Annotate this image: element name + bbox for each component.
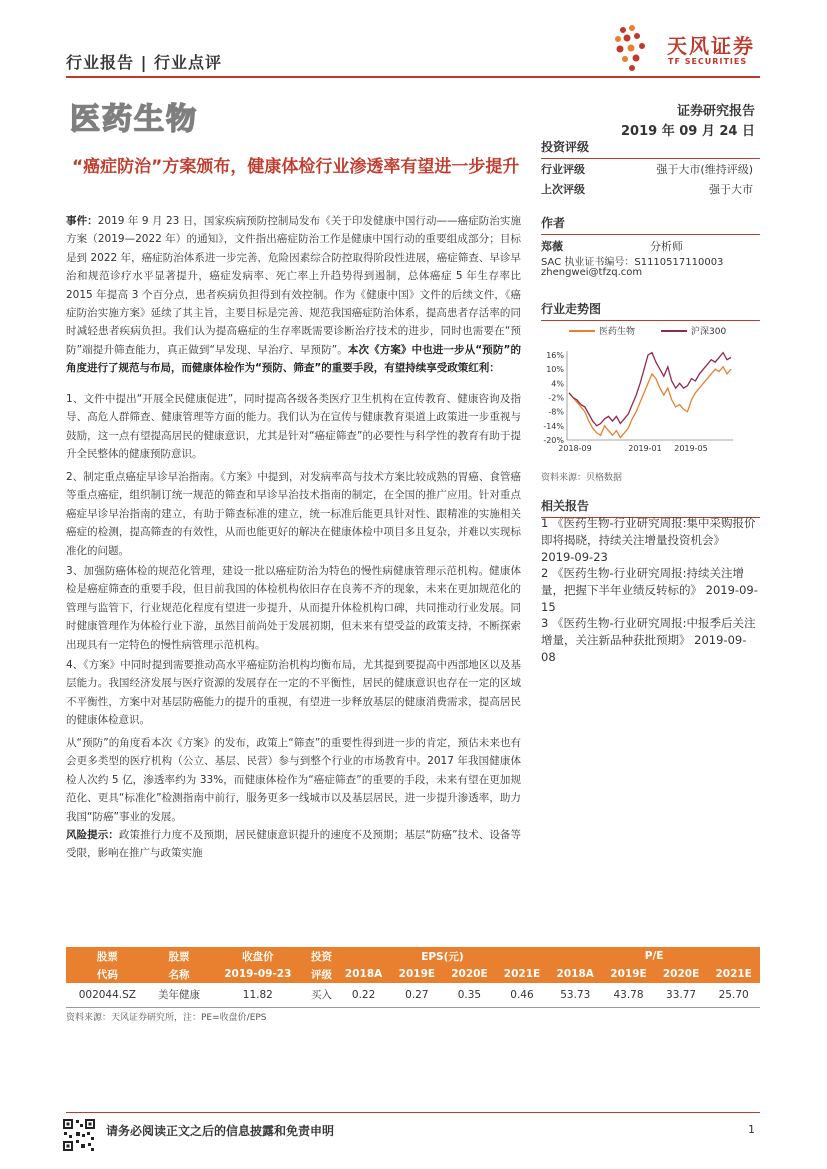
risk-text: 政策推行力度不及预期，居民健康意识提升的速度不及预期；基层“防癌”技术、设备等受限，影响在推广与政策实施 (66, 829, 522, 860)
x-tick-label: 2019-01 (628, 444, 662, 453)
related-report-item[interactable] (541, 565, 760, 616)
footer-divider (66, 1112, 760, 1113)
header-cell: 代码 (66, 965, 149, 983)
paragraph-risk (66, 826, 521, 863)
rating-value: 强于大市 (709, 183, 753, 196)
trend-heading: 行业走势图 (541, 300, 760, 321)
valuation-table (66, 947, 760, 1008)
header-cell: 2020E (655, 965, 708, 983)
report-date: 2019 年 09 月 24 日 (621, 124, 755, 139)
header-cell: 2021E (496, 965, 549, 983)
table-cell: 0.27 (391, 983, 444, 1007)
table-header-row (66, 947, 760, 965)
y-tick-label: 10% (546, 365, 564, 375)
y-tick-label: -14% (543, 421, 564, 431)
report-type: 行业报告 | 行业点评 (66, 53, 222, 72)
series-line (569, 353, 731, 426)
rating-row-industry (541, 161, 753, 177)
main-title: “癌症防治”方案颁布，健康体检行业渗透率有望进一步提升 (72, 157, 520, 177)
report-label: 证券研究报告 (676, 104, 755, 119)
event-highlight: 本次《方案》中也进一步从“预防”的角度进行了规范与布局，而健康体检作为“预防、筛查”的重要手段，有望持续享受政策红利： (66, 343, 521, 375)
header-cell: 2019-09-23 (209, 965, 306, 983)
related-report-date: 2019-09-15 (541, 583, 758, 614)
header-cell: P/E (548, 947, 760, 965)
related-report-title[interactable]: 1 《医药生物-行业研究周报:集中采购报价即将揭晓，持续关注增量投资机会》 (541, 516, 756, 547)
rating-row-previous (541, 181, 753, 197)
header-cell: 2019E (602, 965, 655, 983)
table-cell: 43.78 (602, 983, 655, 1007)
paragraph-point-3: 3、加强防癌体检的规范化管理，建设一批以癌症防治为特色的慢性病健康管理示范机构。健康体检是癌症筛查的重要手段，但目前我国的体检机构依旧存在良莠不齐的现象，未来在更加规范化的管理与监管下，行业规范化程度有望进一步提升，从而提升体检机构口碑，共同推动行业发展。同时健康管理作为体检行业下游，虽然目前尚处于发展初期，但未来有望受益的政策支持，不断探索出现具有一定特色的慢性病管理示范机构。 (66, 565, 521, 651)
disclaimer-text[interactable]: 请务必阅读正文之后的信息披露和免责申明 (106, 1124, 335, 1138)
paragraph-point-4: 4、《方案》中同时提到需要推动高水平癌症防治机构均衡布局，尤其提到要提高中西部地区以及基层能力。我国经济发展与医疗资源的发展存在一定的不平衡性，居民的健康意识也存在一定的区域不平衡性，方案中对基层防癌能力的提升的重视，有望进一步释放基层的健康消费需求，提高居民的健康体检意识。 (66, 659, 521, 727)
legend-label: 医药生物 (599, 327, 636, 337)
header-cell: EPS(元) (337, 947, 549, 965)
y-tick-label: 16% (546, 351, 564, 360)
sector-title: 医药生物 (70, 102, 198, 137)
table-cell: 0.46 (496, 983, 549, 1007)
related-report-date: 2019-09-08 (541, 633, 747, 664)
table-note: 资料来源：天风证券研究所，注：PE=收盘价/EPS (66, 1013, 267, 1023)
table-cell: 0.22 (337, 983, 391, 1007)
header-cell: 2018A (548, 965, 602, 983)
event-label: 事件： (66, 215, 98, 227)
rating-heading: 投资评级 (541, 138, 760, 159)
paragraph-point-1: 1、文件中提出“开展全民健康促进”，同时提高各级各类医疗卫生机构在宣传教育、健康咨询及指导、高危人群筛查、健康管理等方面的能力。我们认为在宣传与健康教育渠道上政策进一步重视与鼓励，这一点有望提高居民的健康意识，尤其是针对“癌症筛查”的必要性与科学性的教育有助于提升全民整体的健康预防意识。 (66, 393, 521, 461)
qr-code-icon (62, 1118, 96, 1152)
related-report-date: 2019-09-23 (541, 550, 608, 564)
y-tick-label: -20% (543, 436, 564, 445)
chart-source: 资料来源：贝格数据 (541, 473, 623, 483)
author-name: 郑薇 (541, 240, 563, 253)
y-tick-label: -2% (548, 393, 564, 403)
y-tick-label: 4% (551, 379, 564, 389)
table-cell: 002044.SZ (66, 983, 149, 1007)
table-cell: 25.70 (707, 983, 760, 1007)
related-heading: 相关报告 (541, 497, 760, 518)
legend-label: 沪深300 (691, 327, 727, 337)
table-cell: 0.35 (443, 983, 496, 1007)
x-tick-label: 2018-09 (558, 444, 592, 453)
header-cell: 2019E (391, 965, 444, 983)
logo-subtext: TF SECURITIES (668, 57, 748, 66)
header-cell: 2021E (707, 965, 760, 983)
paragraph-event (66, 212, 521, 378)
rating-key: 上次评级 (541, 183, 585, 196)
header-cell: 评级 (306, 965, 336, 983)
series-line (569, 367, 731, 438)
paragraph-point-2: 2、制定重点癌症早诊早治指南。《方案》中提到，对发病率高与技术方案比较成熟的胃癌、食管癌等重点癌症，组织制订统一规范的筛查和早诊早治技术指南的制定，在全国的推广应用。针对重点癌症早诊早治指南的建立，有助于筛查标准的建立，统一标准后能更具针对性、跟精准的实施相关癌症的检测，提高筛查的有效性，从而也能更好的解决在健康体检中项目多且复杂，并难以实现标准化的问题。 (66, 471, 521, 557)
trend-chart (541, 322, 760, 464)
header-cell: 股票 (149, 947, 210, 965)
logo-text: 天风证券 (667, 34, 755, 58)
header-cell: 股票 (66, 947, 149, 965)
table-subheader-row (66, 965, 760, 983)
header-cell: 名称 (149, 965, 210, 983)
table-cell: 11.82 (209, 983, 306, 1007)
table-row (66, 983, 760, 1007)
page-number: 1 (748, 1123, 755, 1136)
related-report-item[interactable] (541, 615, 760, 666)
header-divider (66, 76, 760, 78)
header-cell: 投资 (306, 947, 336, 965)
header-cell: 2018A (337, 965, 391, 983)
y-tick-label: -8% (548, 407, 564, 417)
header-cell: 收盘价 (209, 947, 306, 965)
author-cert: SAC 执业证书编号：S1110517110003 (541, 257, 724, 268)
rating-key: 行业评级 (541, 163, 585, 176)
x-tick-label: 2019-05 (674, 444, 708, 453)
table-cell: 33.77 (655, 983, 708, 1007)
related-report-title[interactable]: 2 《医药生物-行业研究周报:持续关注增量，把握下半年业绩反转标的》 (541, 566, 744, 597)
rating-value: 强于大市(维持评级) (656, 163, 753, 176)
table-cell: 53.73 (548, 983, 602, 1007)
event-text: 2019 年 9 月 23 日，国家疾病预防控制局发布《关于印发健康中国行动——癌症防治实施方案（2019—2022 年）的通知》，文件指出癌症防治工作是健康中国行动的重要组成部分；目标是到 2022 年，癌症防治体系进一步完善，危险因素综合防控取得阶段性进展，癌症筛查、早诊早治和规范诊疗水平显著提升，癌症发病率、死亡率上升趋势得到遏制，总体癌症 5 年生存率比 2015 年提高 3 个百分点，患者疾病负担得到有效控制。作为《健康中国》文件的后续文件，《癌症防治实施方案》延续了其主旨，主要目标是完善、规范我国癌症防治体系，提高患者存活率的同时减轻患者疾病负担。我们认为提高癌症的生存率既需要诊断治疗技术的进步，同时也需要在“预防”端提升筛查能力，真正做到“早发现、早治疗、早预防”。 (66, 215, 522, 356)
table-cell: 买入 (306, 983, 336, 1007)
header-cell: 2020E (443, 965, 496, 983)
author-heading: 作者 (541, 214, 760, 235)
author-role: 分析师 (650, 240, 683, 253)
related-report-title[interactable]: 3 《医药生物-行业研究周报:中报季后关注增量，关注新品种获批预期》 (541, 616, 756, 647)
author-email[interactable]: zhengwei@tfzq.com (541, 267, 643, 278)
paragraph-conclusion: 从“预防”的角度看本次《方案》的发布，政策上“筛查”的重要性得到进一步的肯定，预估未来也有会更多类型的医疗机构（公立、基层、民营）参与到整个行业的市场教育中。2017 年我国健康体检人次约 5 亿，渗透率约为 33%，而健康体检作为“癌症筛查”的重要的手段，未来有望在更加规范化、更具“标准化”检测指南中前行，服务更多一线城市以及基层居民，进一步提升渗透率，助力我国“防癌”事业的发展。 (66, 737, 521, 823)
table-cell: 美年健康 (149, 983, 210, 1007)
risk-label: 风险提示： (66, 829, 119, 841)
related-report-item[interactable] (541, 515, 760, 566)
